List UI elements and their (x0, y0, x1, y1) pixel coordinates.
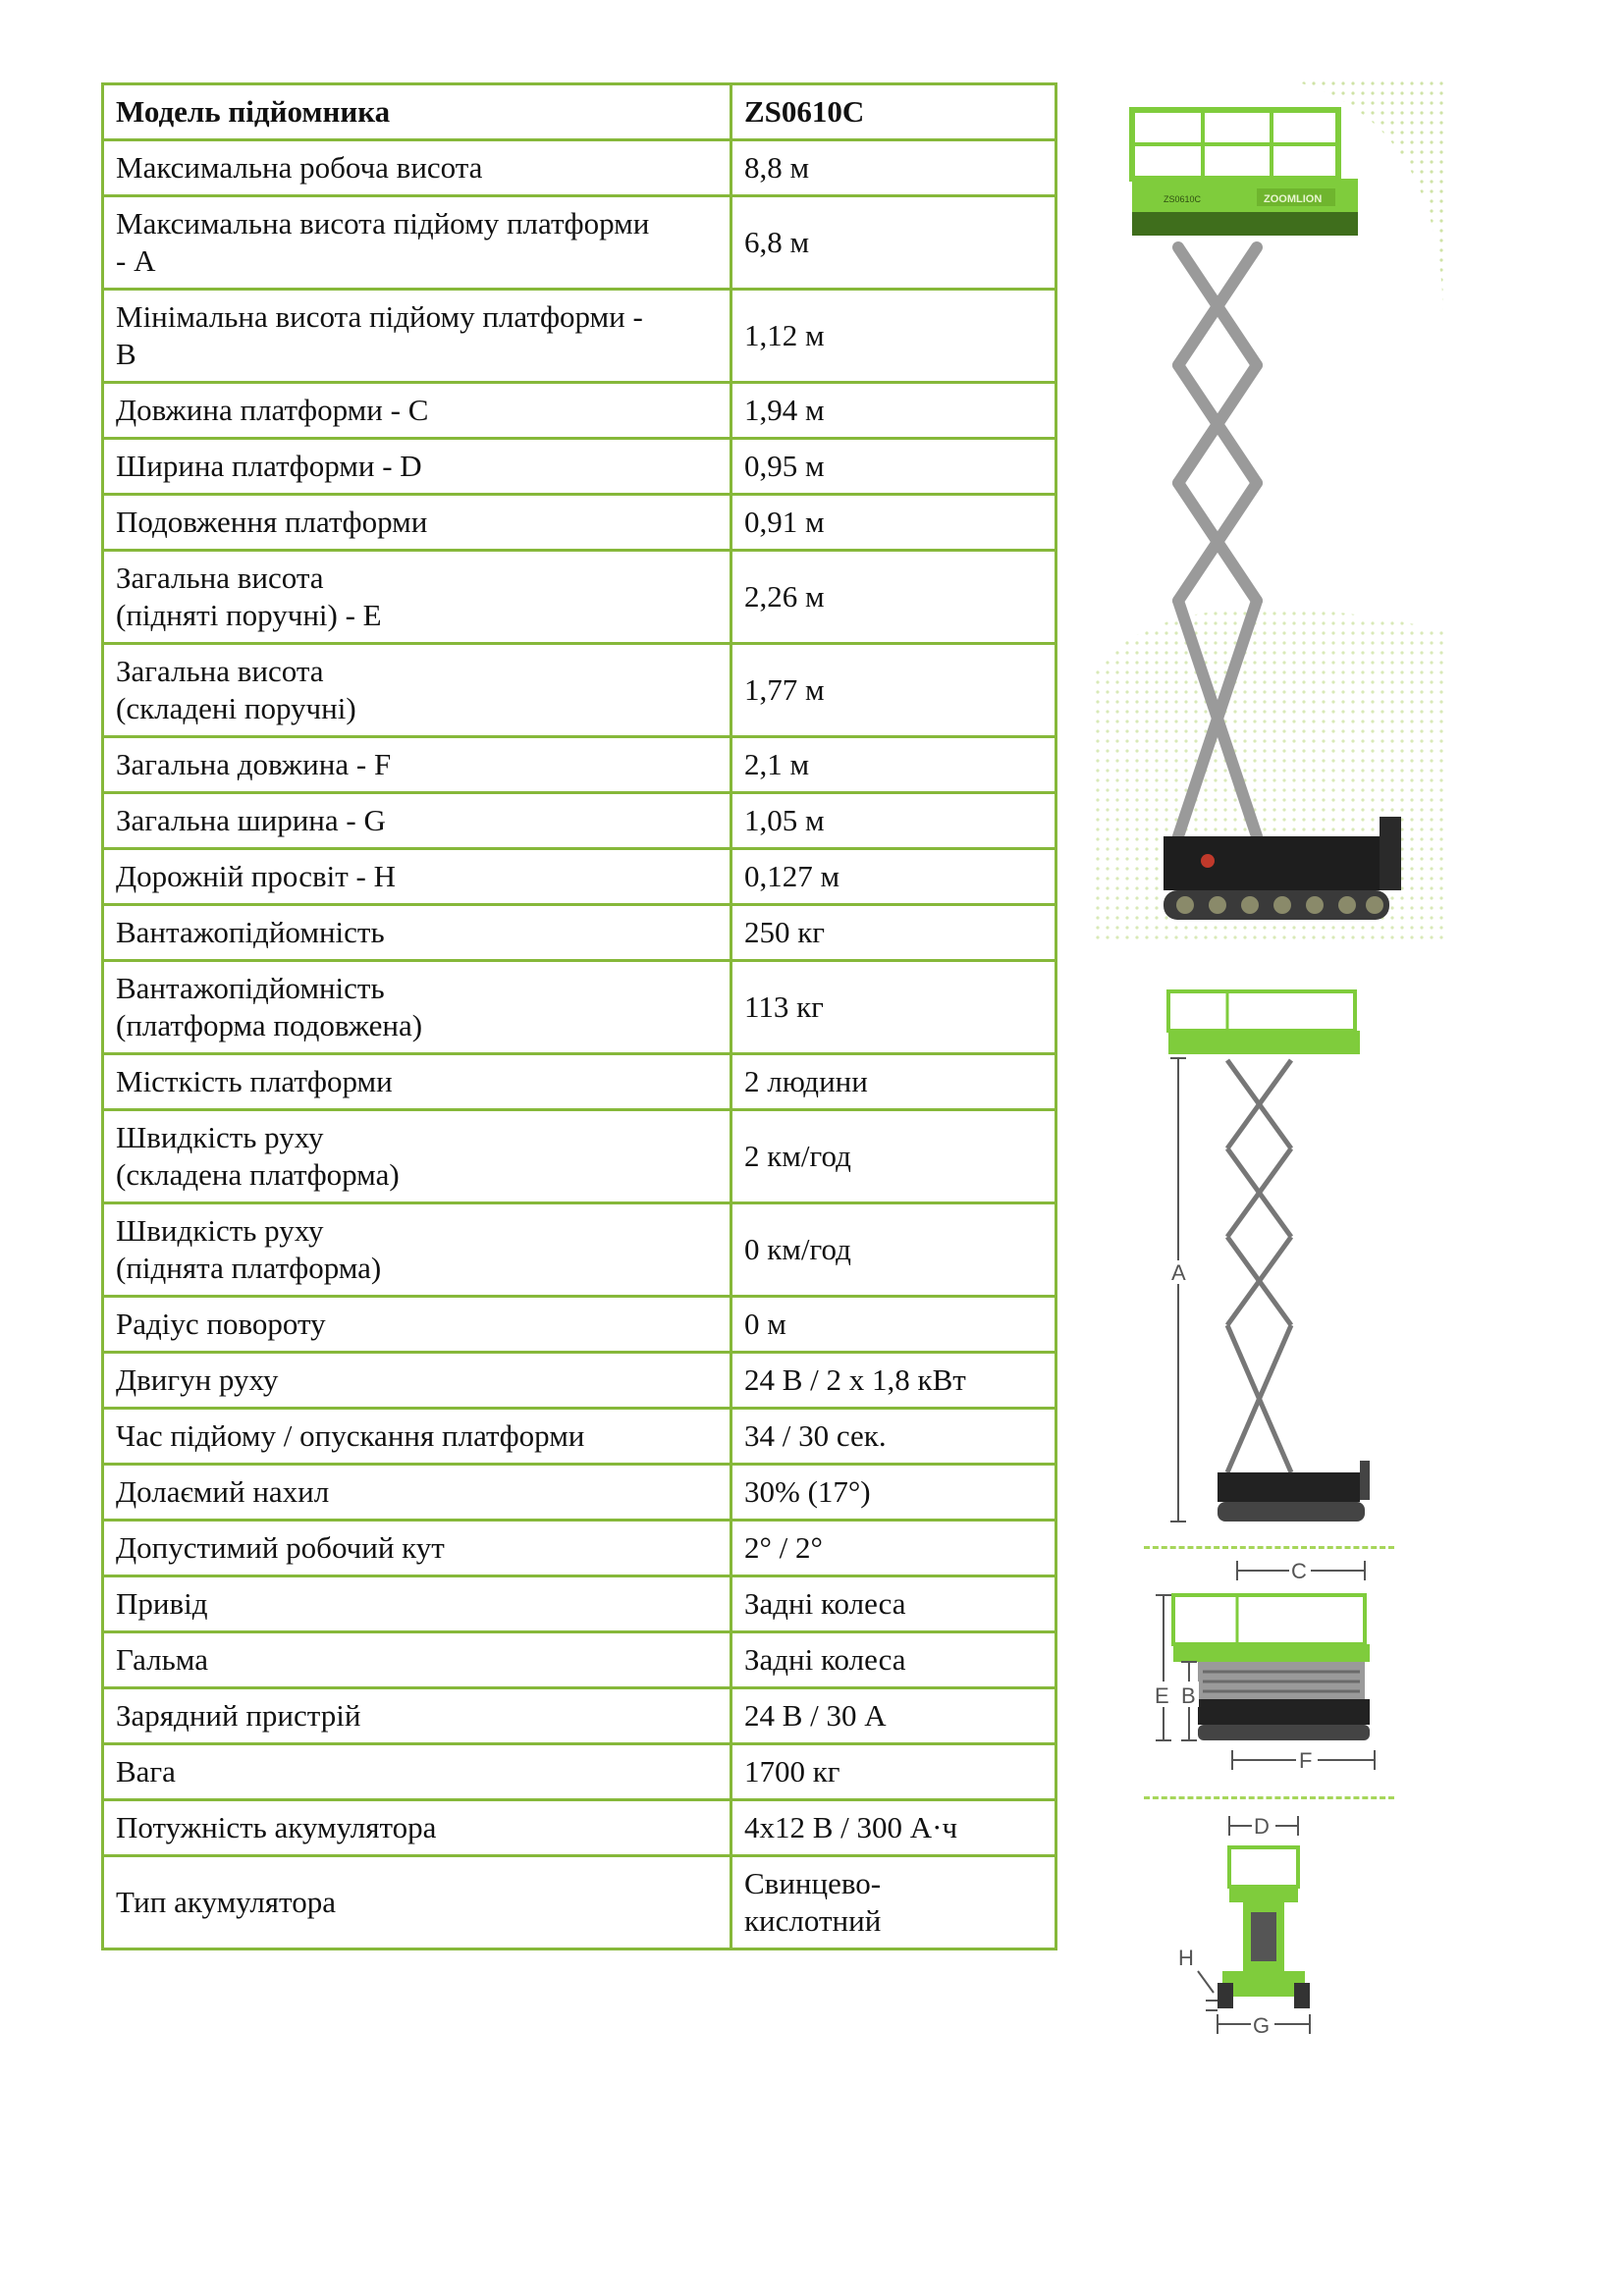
spec-value-cell: 30% (17°) (731, 1465, 1056, 1521)
table-row (103, 495, 1056, 551)
table-row (103, 849, 1056, 905)
spec-label-cell: Тип акумулятора (103, 1856, 731, 1949)
platform (1132, 110, 1358, 236)
spec-value-cell: 2° / 2° (731, 1521, 1056, 1576)
spec-value-cell: 2 людини (731, 1054, 1056, 1110)
spec-label-cell: Подовження платформи (103, 495, 731, 551)
spec-value-cell: Задні колеса (731, 1632, 1056, 1688)
spec-value-cell: 0 км/год (731, 1203, 1056, 1297)
diagram-divider-2 (1144, 1796, 1394, 1799)
model-label: ZS0610C (1164, 194, 1202, 204)
spec-value-cell: 2,26 м (731, 551, 1056, 644)
spec-label-cell: Допустимий робочий кут (103, 1521, 731, 1576)
dim-label-c: C (1291, 1559, 1307, 1583)
spec-value-cell: Свинцево- кислотний (731, 1856, 1056, 1949)
spec-value-cell: 1,94 м (731, 383, 1056, 439)
diagram-side-raised (1149, 982, 1384, 1541)
spec-label-cell: Місткість платформи (103, 1054, 731, 1110)
spec-value-cell: 1,12 м (731, 290, 1056, 383)
table-row (103, 1353, 1056, 1409)
table-row (103, 551, 1056, 644)
table-row (103, 1632, 1056, 1688)
spec-value-cell: 0 м (731, 1297, 1056, 1353)
table-row (103, 290, 1056, 383)
spec-value-cell: 6,8 м (731, 196, 1056, 290)
dim-label-e: E (1155, 1683, 1169, 1708)
dim-label-d: D (1254, 1814, 1270, 1839)
table-row (103, 1856, 1056, 1949)
dim-label-h: H (1178, 1946, 1194, 1970)
spec-label-cell: Час підйому / опускання платформи (103, 1409, 731, 1465)
spec-label-cell: Зарядний пристрій (103, 1688, 731, 1744)
table-row (103, 1521, 1056, 1576)
spec-label-cell: Вага (103, 1744, 731, 1800)
header-label-cell: Модель підйомника (103, 84, 731, 140)
spec-table-body (103, 84, 1056, 1949)
dim-label-b: B (1181, 1683, 1196, 1708)
lift-photo (1095, 80, 1443, 944)
table-row (103, 140, 1056, 196)
table-row (103, 644, 1056, 737)
spec-value-cell: 113 кг (731, 961, 1056, 1054)
spec-value-cell: 1,77 м (731, 644, 1056, 737)
table-row (103, 1203, 1056, 1297)
table-row (103, 1465, 1056, 1521)
header-value-cell: ZS0610C (731, 84, 1056, 140)
table-row (103, 905, 1056, 961)
diagram-side-folded (1144, 1556, 1389, 1777)
table-header-row (103, 84, 1056, 140)
table-row (103, 1800, 1056, 1856)
spec-label-cell: Загальна висота (складені поручні) (103, 644, 731, 737)
spec-label-cell: Вантажопідйомність (платформа подовжена) (103, 961, 731, 1054)
table-row (103, 1409, 1056, 1465)
spec-label-cell: Довжина платформи - C (103, 383, 731, 439)
spec-value-cell: 250 кг (731, 905, 1056, 961)
table-row (103, 1054, 1056, 1110)
table-row (103, 1576, 1056, 1632)
spec-label-cell: Мінімальна висота підйому платформи - B (103, 290, 731, 383)
spec-value-cell: 34 / 30 сек. (731, 1409, 1056, 1465)
spec-label-cell: Вантажопідйомність (103, 905, 731, 961)
spec-label-cell: Ширина платформи - D (103, 439, 731, 495)
spec-label-cell: Швидкість руху (складена платформа) (103, 1110, 731, 1203)
spec-value-cell: 24 В / 2 х 1,8 кВт (731, 1353, 1056, 1409)
dim-label-g: G (1253, 2013, 1271, 2037)
spec-value-cell: 0,95 м (731, 439, 1056, 495)
dim-label-a: A (1171, 1260, 1186, 1285)
spec-value-cell: 2 км/год (731, 1110, 1056, 1203)
spec-value-cell: 4х12 В / 300 А·ч (731, 1800, 1056, 1856)
spec-label-cell: Загальна ширина - G (103, 793, 731, 849)
table-row (103, 1688, 1056, 1744)
spec-value-cell: 24 В / 30 А (731, 1688, 1056, 1744)
spec-label-cell: Загальна висота (підняті поручні) - E (103, 551, 731, 644)
spec-value-cell: 1,05 м (731, 793, 1056, 849)
diagram-divider-1 (1144, 1546, 1394, 1549)
spec-label-cell: Загальна довжина - F (103, 737, 731, 793)
table-row (103, 1110, 1056, 1203)
spec-label-cell: Привід (103, 1576, 731, 1632)
spec-value-cell: 0,127 м (731, 849, 1056, 905)
spec-label-cell: Дорожній просвіт - H (103, 849, 731, 905)
table-row (103, 1297, 1056, 1353)
table-row (103, 961, 1056, 1054)
spec-label-cell: Максимальна робоча висота (103, 140, 731, 196)
diagram-front (1168, 1806, 1326, 2037)
spec-label-cell: Двигун руху (103, 1353, 731, 1409)
table-row (103, 793, 1056, 849)
table-row (103, 196, 1056, 290)
spec-table (101, 82, 1057, 1950)
spec-label-cell: Радіус повороту (103, 1297, 731, 1353)
table-row (103, 439, 1056, 495)
dim-label-f: F (1299, 1748, 1313, 1773)
spec-value-cell: 8,8 м (731, 140, 1056, 196)
brand-label: ZOOMLION (1264, 193, 1323, 205)
spec-value-cell: Задні колеса (731, 1576, 1056, 1632)
spec-label-cell: Швидкість руху (піднята платформа) (103, 1203, 731, 1297)
spec-label-cell: Максимальна висота підйому платформи - A (103, 196, 731, 290)
table-row (103, 737, 1056, 793)
spec-label-cell: Долаємий нахил (103, 1465, 731, 1521)
spec-value-cell: 1700 кг (731, 1744, 1056, 1800)
spec-value-cell: 2,1 м (731, 737, 1056, 793)
table-row (103, 1744, 1056, 1800)
spec-value-cell: 0,91 м (731, 495, 1056, 551)
spec-label-cell: Потужність акумулятора (103, 1800, 731, 1856)
spec-label-cell: Гальма (103, 1632, 731, 1688)
table-row (103, 383, 1056, 439)
